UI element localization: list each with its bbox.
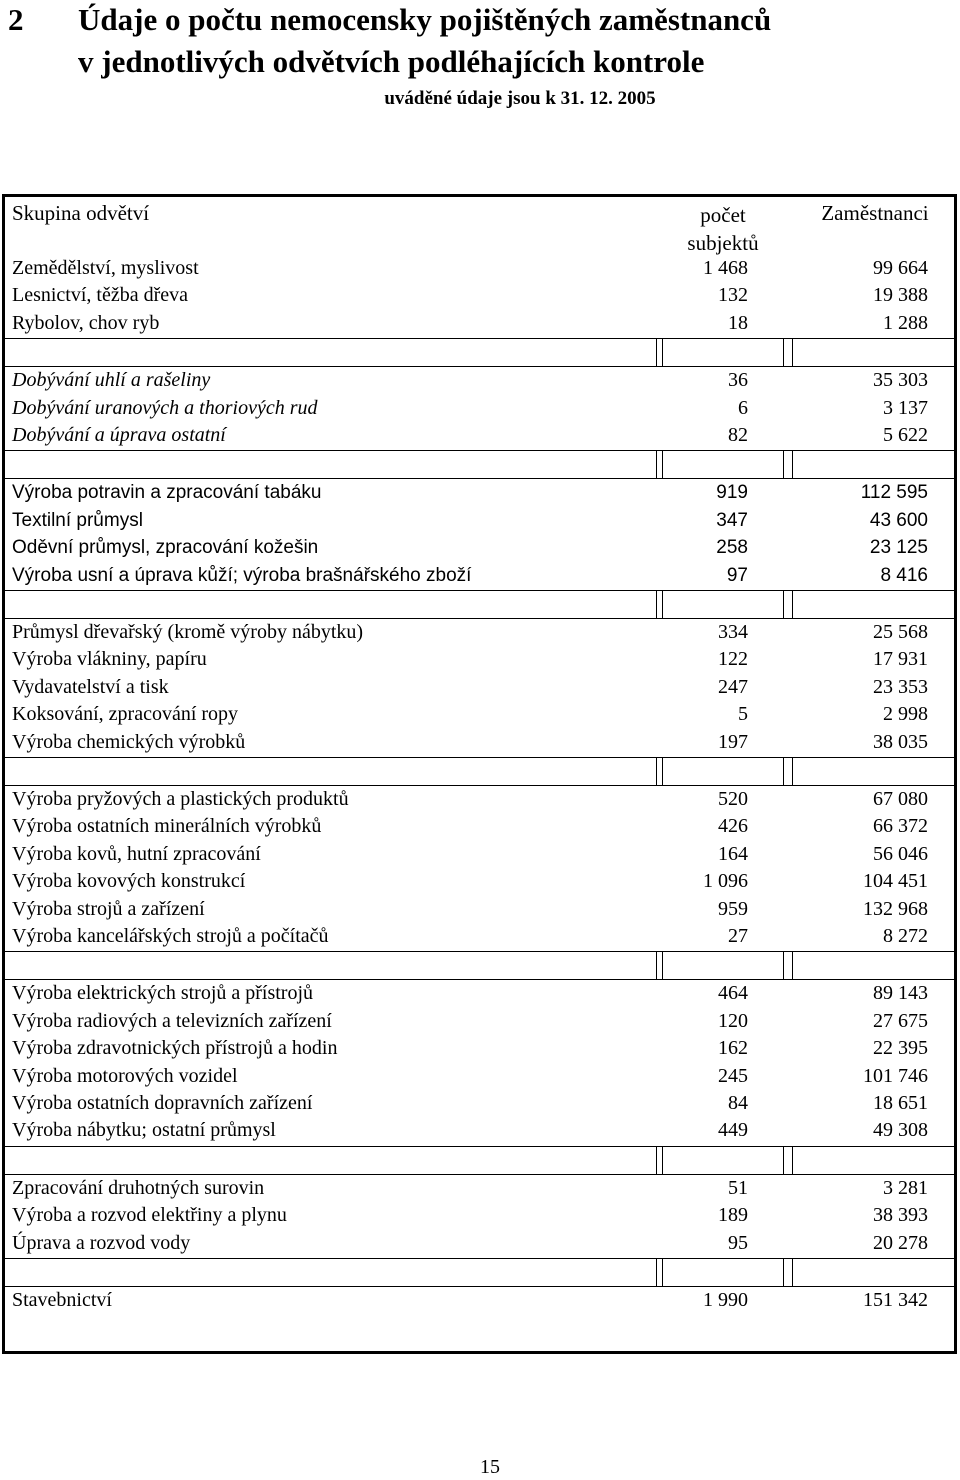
sector-cell: Výroba chemických výrobků <box>12 730 246 753</box>
header-employees: Zaměstnanci <box>821 201 929 225</box>
count-cell: 258 <box>716 537 748 559</box>
table-row <box>5 507 954 534</box>
group-separator <box>5 338 954 367</box>
count-cell: 95 <box>728 1231 748 1254</box>
employees-cell: 56 046 <box>873 842 928 865</box>
group-separator <box>5 951 954 980</box>
subtitle-date: uváděné údaje jsou k 31. 12. 2005 <box>384 88 656 109</box>
count-cell: 197 <box>718 730 748 753</box>
table-row <box>5 282 954 309</box>
employees-cell: 104 451 <box>863 870 928 893</box>
employees-cell: 112 595 <box>860 482 928 504</box>
column-divider <box>656 1259 663 1286</box>
title-line-1: Údaje o počtu nemocensky pojištěných zaměstnanců <box>78 2 772 37</box>
table-row <box>5 367 954 394</box>
employees-cell: 151 342 <box>863 1289 928 1311</box>
count-cell: 18 <box>728 311 748 334</box>
count-cell: 82 <box>728 424 748 446</box>
count-cell: 464 <box>718 982 748 1005</box>
sector-cell: Výroba kancelářských strojů a počítačů <box>12 925 329 947</box>
group-separator <box>5 590 954 619</box>
group-separator <box>5 1258 954 1287</box>
sector-cell: Výroba kovů, hutní zpracování <box>12 842 261 865</box>
count-cell: 122 <box>718 648 748 671</box>
sector-cell: Lesnictví, těžba dřeva <box>12 284 189 307</box>
count-cell: 97 <box>726 564 748 586</box>
count-cell: 334 <box>718 621 748 643</box>
header-count: počet subjektů <box>687 203 759 255</box>
table-row <box>5 841 954 868</box>
employees-cell: 8 272 <box>883 925 928 947</box>
column-divider <box>783 591 793 618</box>
sector-cell: Výroba motorových vozidel <box>12 1064 238 1087</box>
employees-cell: 27 675 <box>873 1009 928 1032</box>
table-row <box>5 868 954 895</box>
header-sector: Skupina odvětví <box>12 201 150 225</box>
group-separator <box>5 450 954 479</box>
column-divider <box>656 1147 663 1174</box>
employees-cell: 20 278 <box>873 1231 928 1254</box>
table-row <box>5 310 954 337</box>
count-cell: 959 <box>718 897 748 920</box>
sector-cell: Výroba potravin a zpracování tabáku <box>12 482 322 504</box>
employees-cell: 1 288 <box>883 311 928 334</box>
sector-cell: Textilní průmysl <box>12 509 143 531</box>
employees-cell: 67 080 <box>873 788 928 810</box>
count-cell: 36 <box>728 369 748 392</box>
sector-cell: Zemědělství, myslivost <box>12 257 199 279</box>
sector-cell: Výroba ostatních minerálních výrobků <box>12 815 322 838</box>
sector-cell: Dobývání a úprava ostatní <box>12 424 226 446</box>
table-row <box>5 1202 954 1229</box>
employees-cell: 8 416 <box>880 564 928 586</box>
employees-cell: 43 600 <box>869 509 928 531</box>
table-row <box>5 395 954 422</box>
sector-cell: Výroba pryžových a plastických produktů <box>12 788 349 810</box>
table-row <box>5 1117 954 1144</box>
table-row <box>5 896 954 923</box>
table-row <box>5 255 954 282</box>
employees-cell: 99 664 <box>873 257 928 279</box>
count-cell: 1 468 <box>703 257 748 279</box>
table-row <box>5 1175 954 1202</box>
count-cell: 520 <box>718 788 748 810</box>
sector-cell: Oděvní průmysl, zpracování kožešin <box>12 537 319 559</box>
table-row <box>5 729 954 756</box>
employees-cell: 2 998 <box>883 703 928 726</box>
column-divider <box>783 758 793 785</box>
employees-cell: 89 143 <box>873 982 928 1005</box>
sector-cell: Rybolov, chov ryb <box>12 311 160 334</box>
sector-cell: Průmysl dřevařský (kromě výroby nábytku) <box>12 621 364 643</box>
count-cell: 120 <box>718 1009 748 1032</box>
employees-cell: 101 746 <box>863 1064 928 1087</box>
table-row <box>5 422 954 449</box>
table-row <box>5 534 954 561</box>
employees-cell: 38 035 <box>873 730 928 753</box>
group-separator <box>5 757 954 786</box>
sector-cell: Výroba kovových konstrukcí <box>12 870 246 893</box>
sector-cell: Koksování, zpracování ropy <box>12 703 239 726</box>
count-cell: 6 <box>738 396 748 419</box>
sector-cell: Stavebnictví <box>12 1289 112 1311</box>
employees-cell: 25 568 <box>873 621 928 643</box>
count-cell: 189 <box>718 1204 748 1227</box>
employees-cell: 3 137 <box>883 396 928 419</box>
employees-cell: 17 931 <box>873 648 928 671</box>
table-row <box>5 1287 954 1314</box>
employees-cell: 18 651 <box>873 1092 928 1114</box>
employees-cell: 5 622 <box>883 424 928 446</box>
column-divider <box>783 339 793 366</box>
count-cell: 84 <box>728 1092 748 1114</box>
employees-cell: 49 308 <box>873 1119 928 1142</box>
count-cell: 449 <box>718 1119 748 1142</box>
sector-cell: Výroba a rozvod elektřiny a plynu <box>12 1204 287 1227</box>
sector-cell: Výroba nábytku; ostatní průmysl <box>12 1119 276 1142</box>
employees-cell: 23 125 <box>869 537 928 559</box>
section-number: 2 <box>8 2 24 37</box>
sector-cell: Zpracování druhotných surovin <box>12 1176 265 1199</box>
table-row <box>5 1008 954 1035</box>
count-cell: 919 <box>716 482 748 504</box>
table-row <box>5 619 954 646</box>
table-row <box>5 1063 954 1090</box>
table-row <box>5 646 954 673</box>
column-divider <box>656 451 663 478</box>
count-cell: 347 <box>716 509 748 531</box>
count-cell: 247 <box>718 675 748 698</box>
sector-cell: Výroba radiových a televizních zařízení <box>12 1009 332 1032</box>
count-cell: 5 <box>738 703 748 726</box>
count-cell: 1 990 <box>703 1289 748 1311</box>
table-row <box>5 923 954 950</box>
sector-cell: Výroba vlákniny, papíru <box>12 648 207 671</box>
table-row <box>5 786 954 813</box>
count-cell: 1 096 <box>703 870 748 893</box>
count-cell: 162 <box>718 1037 748 1060</box>
page-number: 15 <box>480 1456 500 1478</box>
table-row <box>5 479 954 506</box>
sector-cell: Výroba strojů a zařízení <box>12 897 205 920</box>
column-divider <box>656 952 663 979</box>
employees-table <box>2 194 957 1354</box>
table-row <box>5 980 954 1007</box>
employees-cell: 22 395 <box>873 1037 928 1060</box>
table-row <box>5 813 954 840</box>
employees-cell: 132 968 <box>863 897 928 920</box>
table-row <box>5 674 954 701</box>
count-cell: 51 <box>728 1176 748 1199</box>
employees-cell: 38 393 <box>873 1204 928 1227</box>
table-row <box>5 1090 954 1117</box>
group-separator <box>5 1146 954 1175</box>
employees-cell: 35 303 <box>873 369 928 392</box>
sector-cell: Výroba zdravotnických přístrojů a hodin <box>12 1037 338 1060</box>
count-cell: 426 <box>718 815 748 838</box>
column-divider <box>783 1259 793 1286</box>
column-divider <box>783 952 793 979</box>
column-divider <box>656 591 663 618</box>
sector-cell: Výroba ostatních dopravních zařízení <box>12 1092 313 1114</box>
count-cell: 132 <box>718 284 748 307</box>
sector-cell: Dobývání uhlí a rašeliny <box>12 369 211 392</box>
table-row <box>5 1035 954 1062</box>
sector-cell: Úprava a rozvod vody <box>12 1231 191 1254</box>
count-cell: 164 <box>718 842 748 865</box>
sector-cell: Výroba usní a úprava kůží; výroba brašnářského zboží <box>12 564 472 586</box>
sector-cell: Vydavatelství a tisk <box>12 675 169 698</box>
column-divider <box>783 451 793 478</box>
employees-cell: 3 281 <box>883 1176 928 1199</box>
count-cell: 27 <box>728 925 748 947</box>
column-divider <box>783 1147 793 1174</box>
count-cell: 245 <box>718 1064 748 1087</box>
table-row <box>5 701 954 728</box>
column-divider <box>656 758 663 785</box>
column-divider <box>656 339 663 366</box>
sector-cell: Výroba elektrických strojů a přístrojů <box>12 982 314 1005</box>
employees-cell: 66 372 <box>873 815 928 838</box>
title-line-2: v jednotlivých odvětvích podléhajících kontrole <box>78 44 705 79</box>
table-row <box>5 562 954 589</box>
sector-cell: Dobývání uranových a thoriových rud <box>12 396 318 419</box>
table-row <box>5 1230 954 1257</box>
employees-cell: 23 353 <box>873 675 928 698</box>
employees-cell: 19 388 <box>873 284 928 307</box>
